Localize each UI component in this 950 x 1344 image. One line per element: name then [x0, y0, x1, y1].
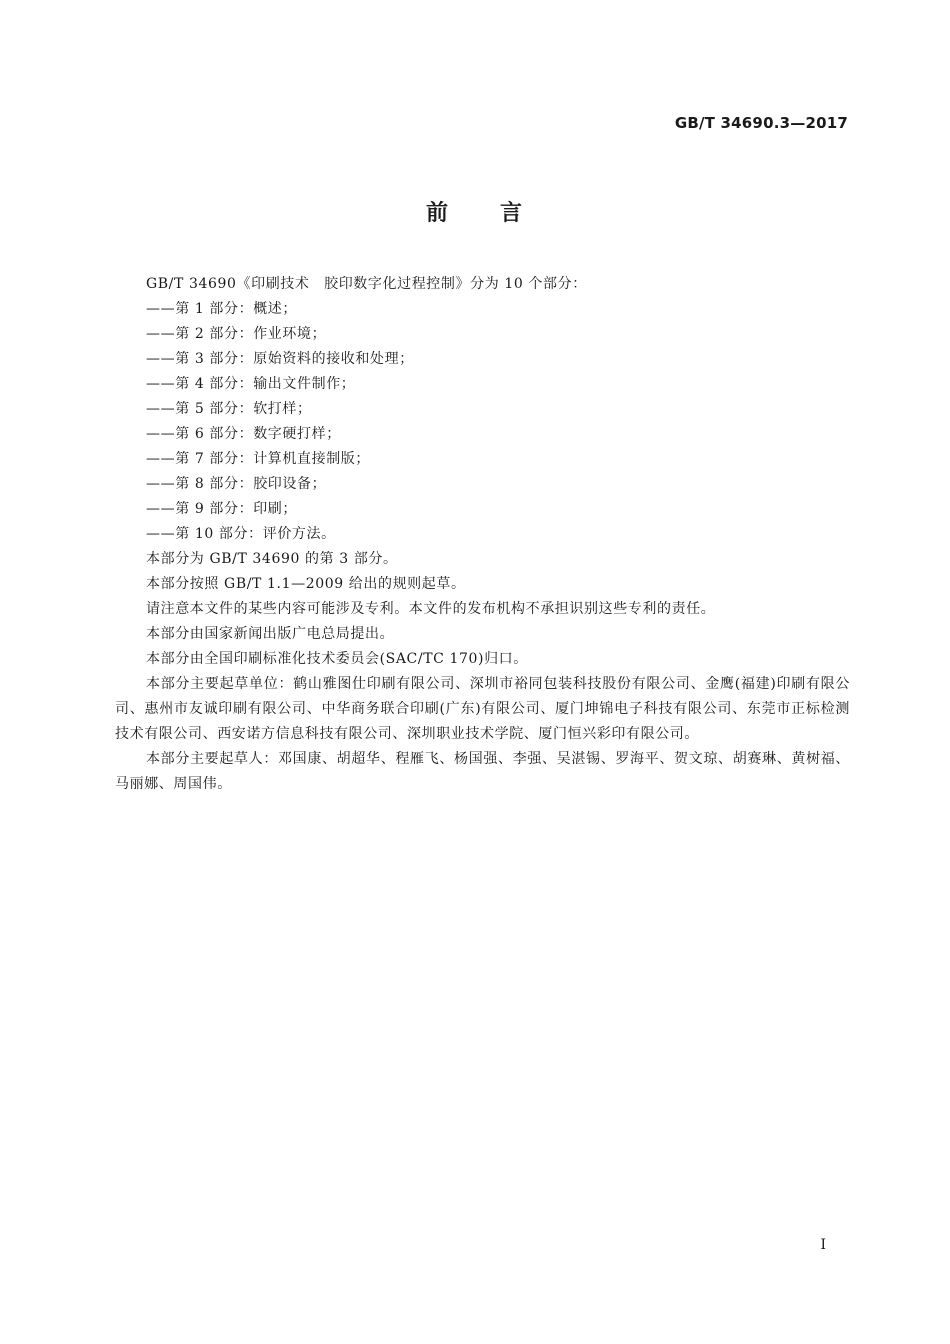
- paragraph-part-number: 本部分为 GB/T 34690 的第 3 部分。: [146, 551, 398, 567]
- paragraph-drafting-units: 本部分主要起草单位：鹤山雅图仕印刷有限公司、深圳市裕同包装科技股份有限公司、金鹰(福建)印刷有限公司、惠州市友诚印刷有限公司、中华商务联合印刷(广东)有限公司、厦门坤锦电子科技有限公司、东莞市正标检测技术有限公司、西安诺方信息科技有限公司、深圳职业技术学院、厦门恒兴彩印有限公司。: [115, 676, 850, 742]
- title-char-1: 前: [425, 201, 450, 226]
- title-char-2: 言: [500, 201, 525, 226]
- list-item: ——第 1 部分：概述；: [146, 301, 298, 317]
- list-item: ——第 6 部分：数字硬打样；: [146, 426, 341, 442]
- paragraph-drafters: 本部分主要起草人：邓国康、胡超华、程雁飞、杨国强、李强、吴湛锡、罗海平、贺文琼、胡赛琳、黄树福、马丽娜、周国伟。: [115, 751, 850, 792]
- list-item: ——第 4 部分：输出文件制作；: [146, 376, 356, 392]
- list-item: ——第 5 部分：软打样；: [146, 401, 312, 417]
- list-item: ——第 9 部分：印刷；: [146, 501, 298, 517]
- list-item: ——第 7 部分：计算机直接制版；: [146, 451, 371, 467]
- page-title: [0, 196, 950, 227]
- document-code: GB/T 34690.3—2017: [674, 114, 848, 132]
- list-item: ——第 2 部分：作业环境；: [146, 326, 327, 342]
- paragraph-drafting-rules: 本部分按照 GB/T 1.1—2009 给出的规则起草。: [146, 576, 466, 592]
- page-number: I: [820, 1237, 826, 1253]
- paragraph-administrator: 本部分由全国印刷标准化技术委员会(SAC/TC 170)归口。: [146, 651, 528, 667]
- parts-list: [115, 297, 850, 547]
- paragraph-proposer: 本部分由国家新闻出版广电总局提出。: [146, 626, 395, 642]
- foreword-body: [115, 272, 850, 797]
- list-item: ——第 8 部分：胶印设备；: [146, 476, 327, 492]
- list-item: ——第 3 部分：原始资料的接收和处理；: [146, 351, 414, 367]
- list-item: ——第 10 部分：评价方法。: [146, 526, 336, 542]
- paragraph-patent-notice: 请注意本文件的某些内容可能涉及专利。本文件的发布机构不承担识别这些专利的责任。: [146, 601, 716, 617]
- intro-paragraph: GB/T 34690《印刷技术 胶印数字化过程控制》分为 10 个部分：: [146, 276, 587, 292]
